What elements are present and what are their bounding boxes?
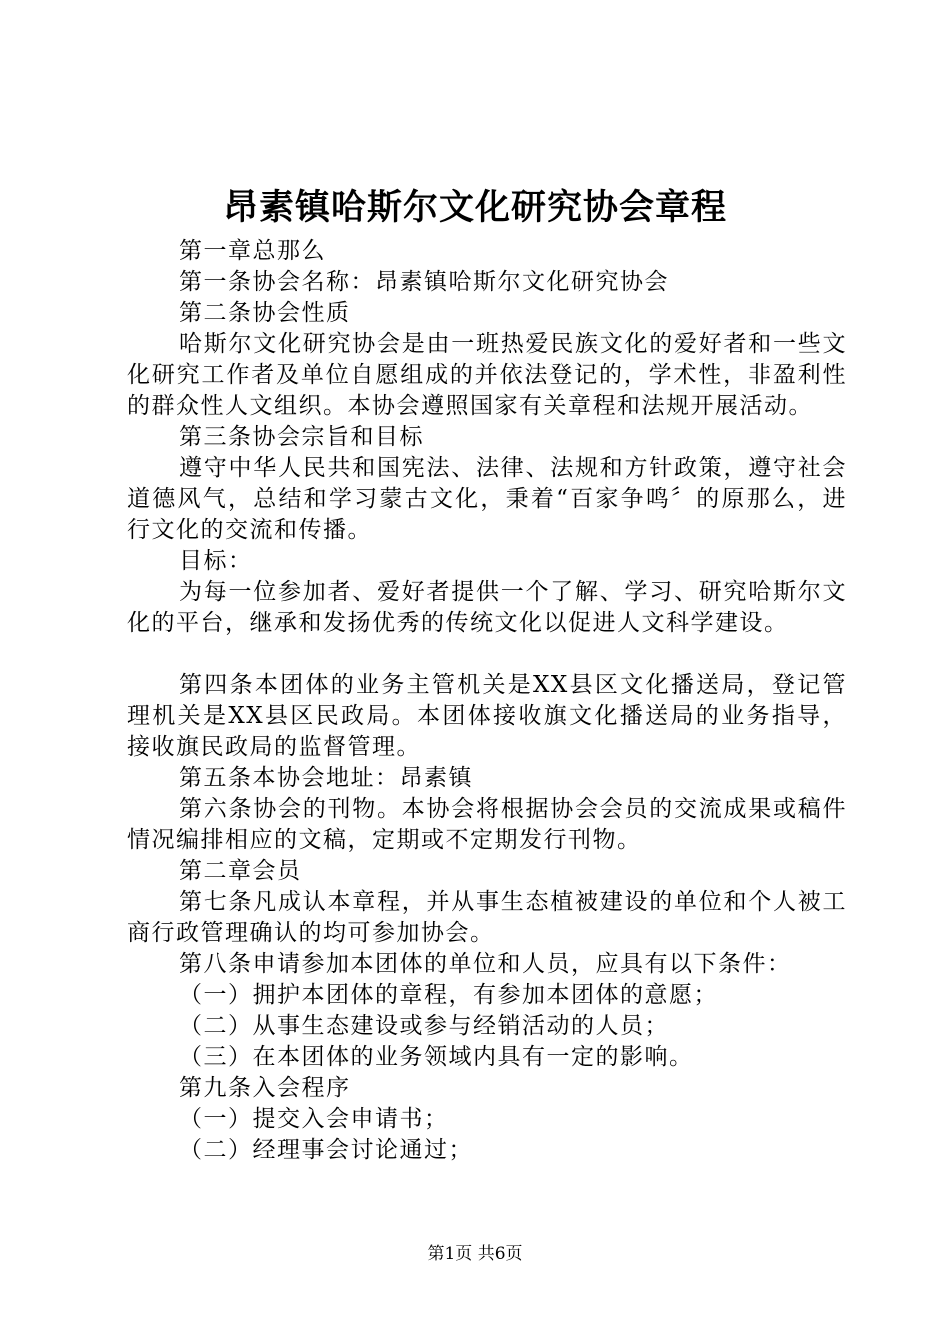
list-item: （二）经理事会讨论通过；	[179, 1137, 473, 1163]
article-paragraph: 第一条协会名称：昂素镇哈斯尔文化研究协会	[179, 269, 669, 295]
document-body	[127, 236, 847, 1166]
article-paragraph: 第四条本团体的业务主管机关是XX县区文化播送局，登记管理机关是XX县区民政局。本团体接收旗文化播送局的业务指导，接收旗民政局的监督管理。	[127, 672, 847, 760]
document-title: 昂素镇哈斯尔文化研究协会章程	[222, 187, 727, 228]
list-item: （一）拥护本团体的章程，有参加本团体的意愿；	[179, 982, 718, 1008]
list-item: （一）提交入会申请书；	[179, 1106, 449, 1132]
list-item: （三）在本团体的业务领域内具有一定的影响。	[179, 1044, 694, 1070]
list-item: （二）从事生态建设或参与经销活动的人员；	[179, 1013, 669, 1039]
article-paragraph: 遵守中华人民共和国宪法、法律、法规和方针政策，遵守社会道德风气，总结和学习蒙古文化，秉着“百家争鸣〞的原那么，进行文化的交流和传播。	[127, 455, 847, 543]
article-paragraph: 哈斯尔文化研究协会是由一班热爱民族文化的爱好者和一些文化研究工作者及单位自愿组成的并依法登记的，学术性，非盈利性的群众性人文组织。本协会遵照国家有关章程和法规开展活动。	[127, 331, 847, 419]
article-paragraph: 第九条入会程序	[179, 1075, 351, 1101]
page-number: 第1页 共6页	[427, 1244, 523, 1264]
article-paragraph: 第五条本协会地址：昂素镇	[179, 765, 473, 791]
article-paragraph: 为每一位参加者、爱好者提供一个了解、学习、研究哈斯尔文化的平台，继承和发扬优秀的传统文化以促进人文科学建设。	[127, 579, 847, 636]
article-paragraph: 第八条申请参加本团体的单位和人员，应具有以下条件：	[179, 951, 792, 977]
article-paragraph: 第三条协会宗旨和目标	[179, 424, 424, 450]
article-paragraph: 第二条协会性质	[179, 300, 351, 326]
chapter-heading: 第一章总那么	[179, 238, 326, 264]
article-paragraph: 第七条凡成认本章程，并从事生态植被建设的单位和个人被工商行政管理确认的均可参加协会。	[127, 889, 847, 946]
chapter-heading: 第二章会员	[179, 858, 302, 884]
article-paragraph: 第六条协会的刊物。本协会将根据协会会员的交流成果或稿件情况编排相应的文稿，定期或不定期发行刊物。	[127, 796, 847, 853]
article-paragraph: 目标：	[179, 548, 253, 574]
